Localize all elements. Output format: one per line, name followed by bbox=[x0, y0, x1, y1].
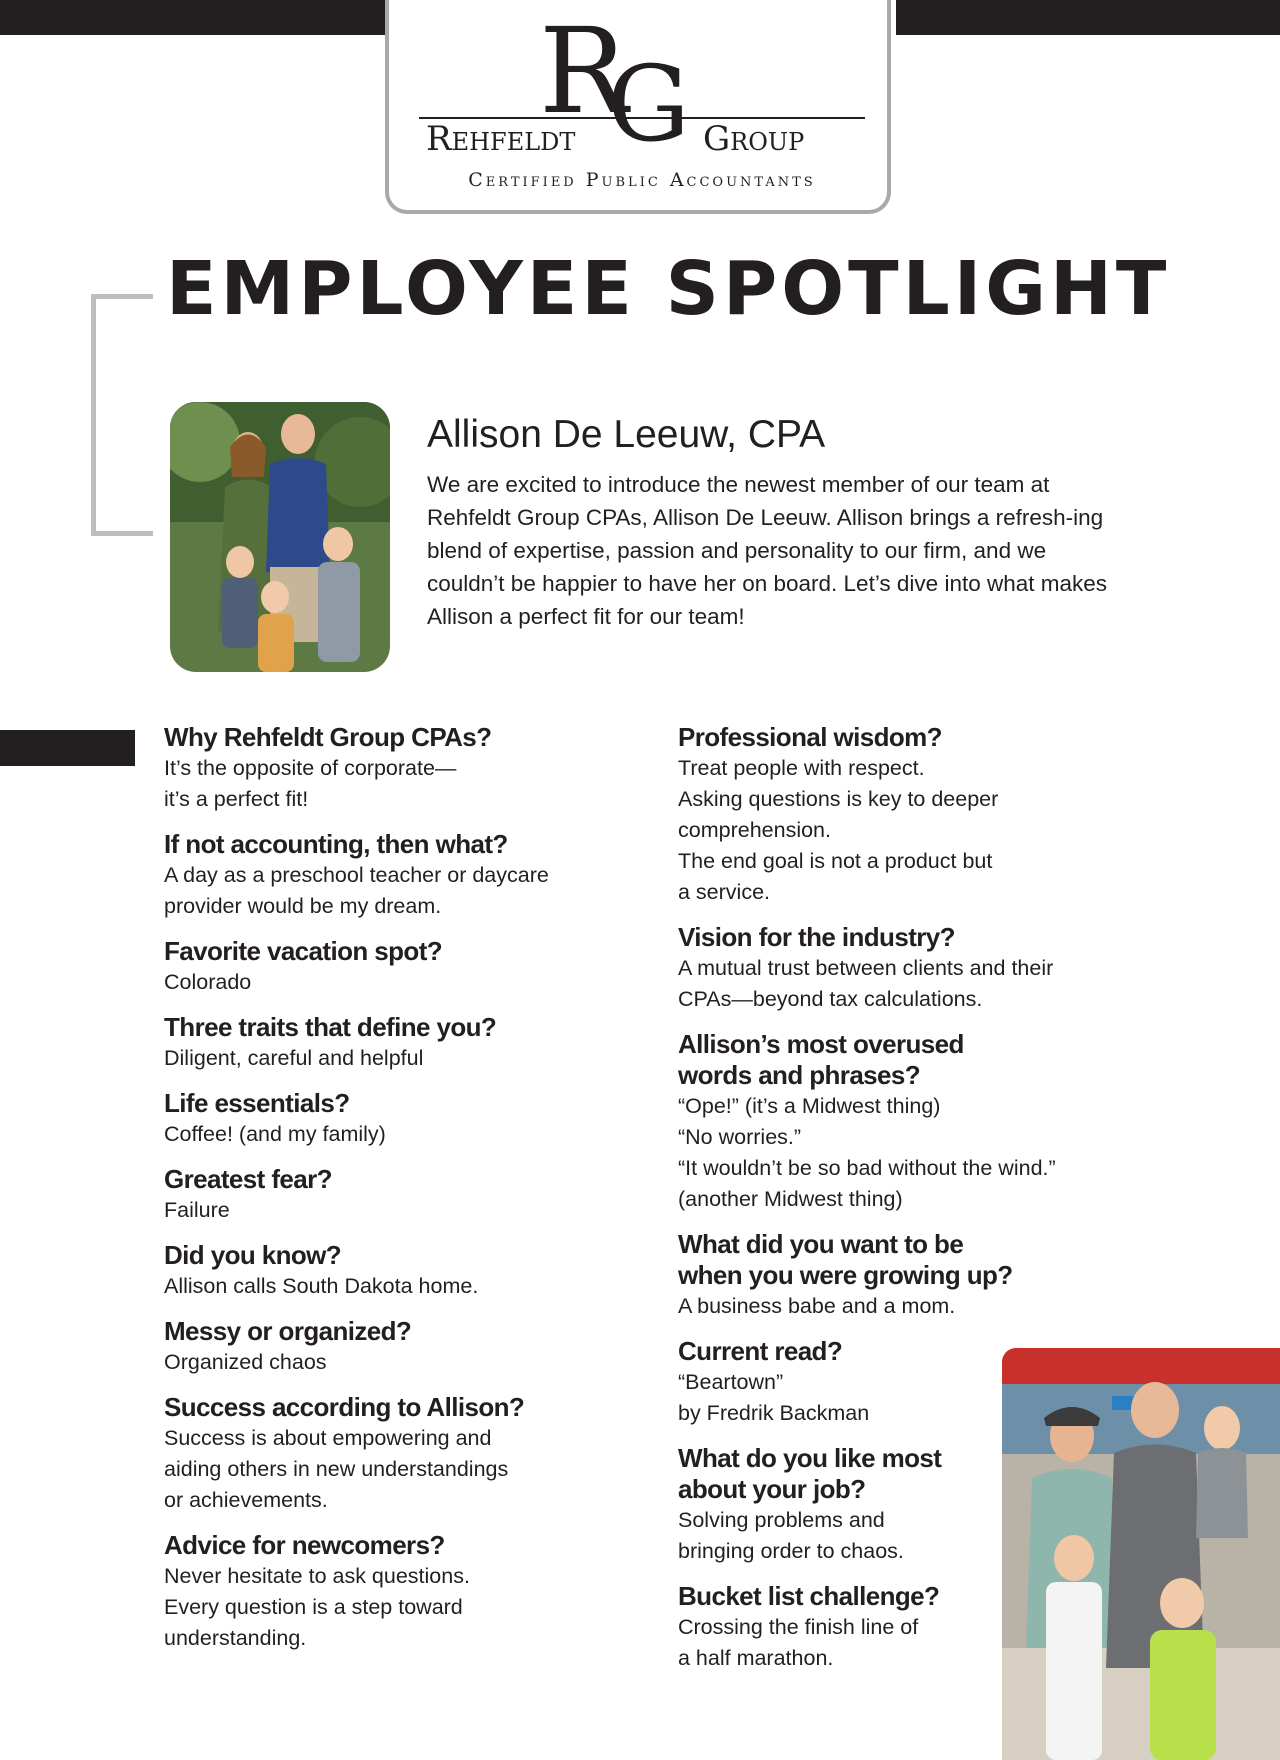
answer: Solving problems and bringing order to chaos. bbox=[678, 1508, 904, 1563]
answer: A mutual trust between clients and their CPAs—beyond tax calculations. bbox=[678, 956, 1054, 1011]
qa-item bbox=[678, 722, 1128, 908]
qa-item bbox=[164, 1392, 604, 1516]
answer: Failure bbox=[164, 1198, 230, 1222]
answer: Colorado bbox=[164, 970, 252, 994]
qa-item bbox=[164, 1240, 604, 1302]
qa-item bbox=[678, 922, 1128, 1015]
question: If not accounting, then what? bbox=[164, 829, 508, 859]
answer: Crossing the finish line of a half marathon. bbox=[678, 1615, 919, 1670]
answer: Allison calls South Dakota home. bbox=[164, 1274, 479, 1298]
header-bar-left bbox=[0, 0, 385, 35]
answer: Organized chaos bbox=[164, 1350, 327, 1374]
page-title: EMPLOYEE SPOTLIGHT bbox=[166, 246, 1171, 332]
question: Three traits that define you? bbox=[164, 1012, 497, 1042]
family-photo bbox=[170, 402, 390, 672]
qa-item bbox=[164, 1316, 604, 1378]
title-bracket bbox=[91, 294, 153, 536]
qa-item bbox=[164, 1088, 604, 1150]
logo-word-group: Group bbox=[703, 119, 805, 159]
question: What do you like most about your job? bbox=[678, 1443, 942, 1504]
answer: “Beartown” by Fredrik Backman bbox=[678, 1370, 870, 1425]
qa-item bbox=[164, 1530, 604, 1654]
answer: Diligent, careful and helpful bbox=[164, 1046, 424, 1070]
header-bar-right bbox=[896, 0, 1280, 35]
logo-monogram-r: R bbox=[539, 2, 628, 140]
question: Favorite vacation spot? bbox=[164, 936, 443, 966]
question: Current read? bbox=[678, 1336, 843, 1366]
answer: Success is about empowering and aiding others in new understandings or achievements. bbox=[164, 1426, 509, 1512]
intro-paragraph: We are excited to introduce the newest member of our team at Rehfeldt Group CPAs, Allison De Leeuw. Allison brings a refresh-ing blend of expertise, passion and personality to our firm, and we couldn’t be happier to have her on board. Let’s dive into what makes Allison a perfect fit for our team! bbox=[427, 472, 1108, 629]
question: Success according to Allison? bbox=[164, 1392, 525, 1422]
qa-item bbox=[678, 1229, 1128, 1322]
question: Messy or organized? bbox=[164, 1316, 412, 1346]
answer: It’s the opposite of corporate— it’s a perfect fit! bbox=[164, 756, 457, 811]
question: Allison’s most overused words and phrases? bbox=[678, 1029, 964, 1090]
logo-tagline: Certified Public Accountants bbox=[468, 169, 816, 191]
answer: A business babe and a mom. bbox=[678, 1294, 956, 1318]
employee-name: Allison De Leeuw, CPA bbox=[427, 413, 826, 456]
family-vacation-photo bbox=[1002, 1348, 1280, 1760]
question: Professional wisdom? bbox=[678, 722, 942, 752]
question: Did you know? bbox=[164, 1240, 342, 1270]
qa-item bbox=[678, 1029, 1128, 1215]
qa-item bbox=[164, 936, 604, 998]
answer: A day as a preschool teacher or daycare provider would be my dream. bbox=[164, 863, 549, 918]
section-accent-bar bbox=[0, 730, 135, 766]
answer: Never hesitate to ask questions. Every question is a step toward understanding. bbox=[164, 1564, 470, 1650]
question: Why Rehfeldt Group CPAs? bbox=[164, 722, 492, 752]
answer: Treat people with respect. Asking questions is key to deeper comprehension. The end goal is not a product but a service. bbox=[678, 756, 999, 904]
question: Greatest fear? bbox=[164, 1164, 332, 1194]
logo-monogram-g: G bbox=[607, 43, 691, 165]
logo-word-rehfeldt: Rehfeldt bbox=[426, 119, 576, 159]
question: Bucket list challenge? bbox=[678, 1581, 940, 1611]
answer: “Ope!” (it’s a Midwest thing) “No worries.” “It wouldn’t be so bad without the wind.” (another Midwest thing) bbox=[678, 1094, 1056, 1211]
qa-item bbox=[164, 722, 604, 815]
qa-item bbox=[164, 1164, 604, 1226]
question: Advice for newcomers? bbox=[164, 1530, 445, 1560]
qa-item bbox=[164, 829, 604, 922]
answer: Coffee! (and my family) bbox=[164, 1122, 386, 1146]
qa-item bbox=[164, 1012, 604, 1074]
rehfeldt-group-logo bbox=[389, 0, 895, 214]
question: Vision for the industry? bbox=[678, 922, 955, 952]
left-qa-column bbox=[164, 722, 604, 1668]
question: What did you want to be when you were growing up? bbox=[678, 1229, 1013, 1290]
question: Life essentials? bbox=[164, 1088, 350, 1118]
logo-card bbox=[385, 0, 891, 214]
